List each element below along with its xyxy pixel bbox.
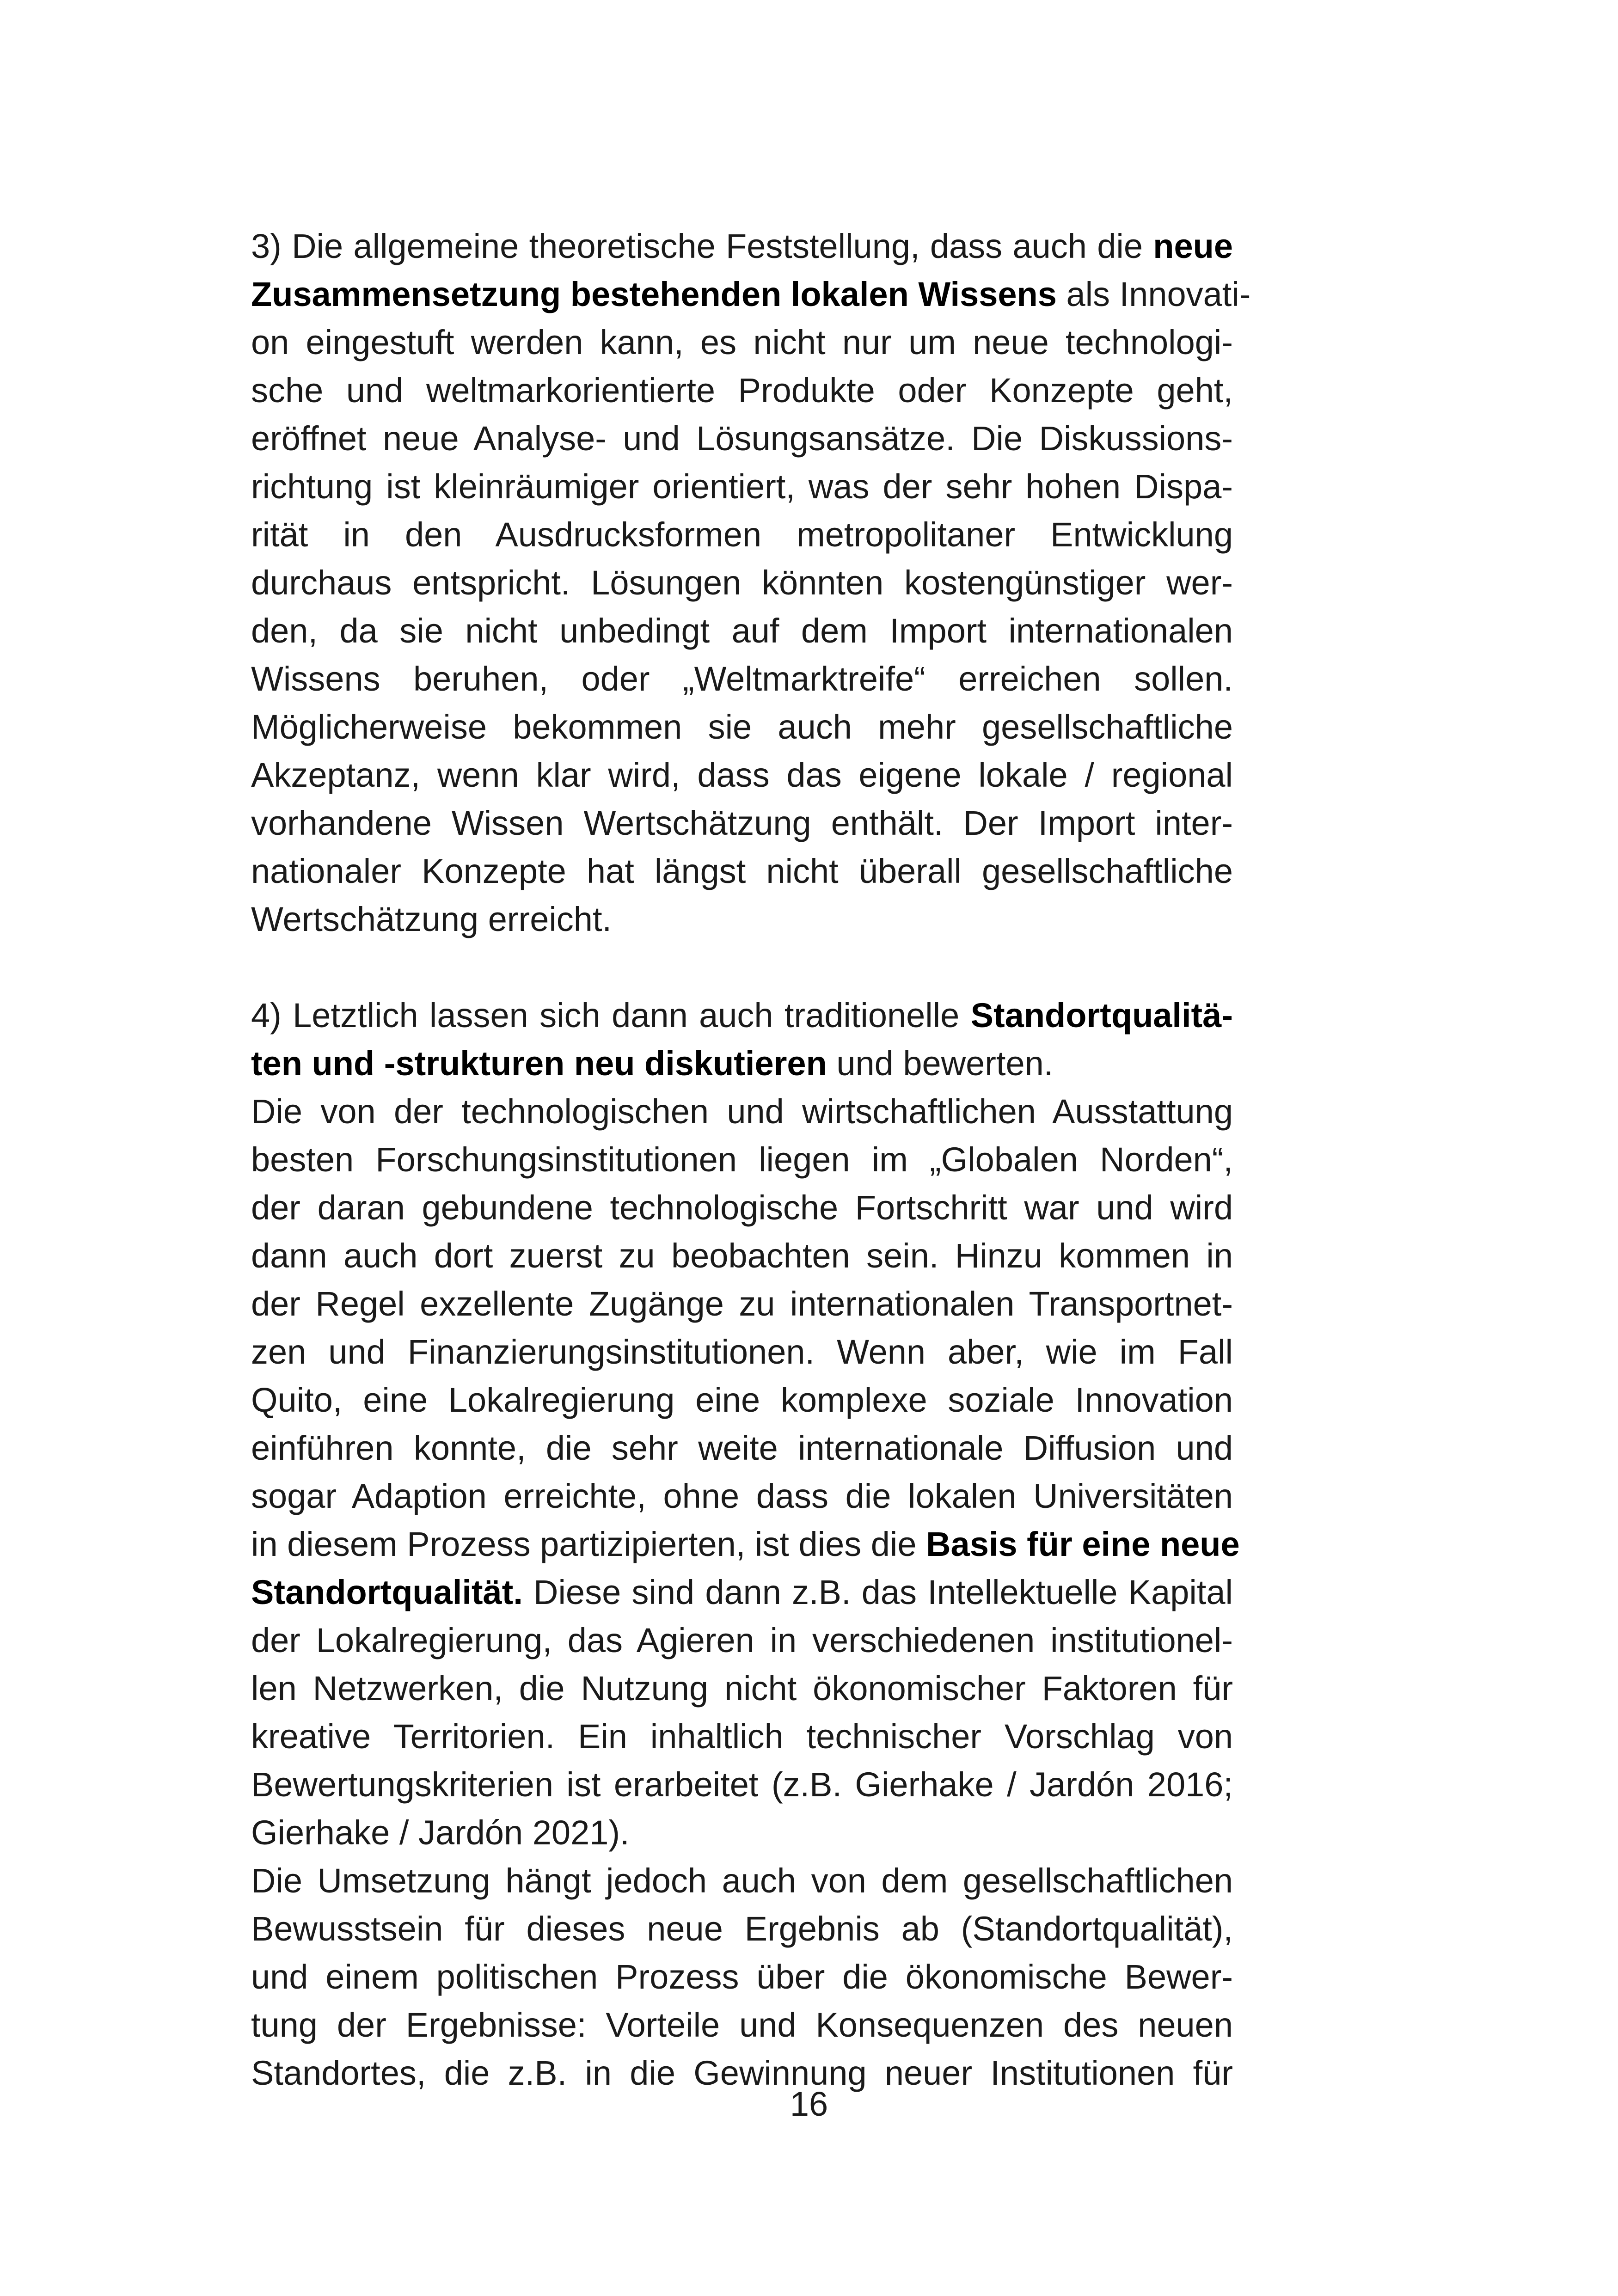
text-line: Bewusstsein für dieses neue Ergebnis ab (Standortqualität), (251, 1910, 1233, 1948)
text-line: dann auch dort zuerst zu beobachten sein. Hinzu kommen in (251, 1237, 1233, 1275)
text-line: Gierhake / Jardón 2021). (251, 1813, 630, 1852)
bold-span: Zusammensetzung bestehenden lokalen Wissens (251, 275, 1057, 313)
text-line: Akzeptanz, wenn klar wird, dass das eigene lokale / regional (251, 756, 1233, 794)
text-line: Quito, eine Lokalregierung eine komplexe soziale Innovation (251, 1381, 1233, 1419)
text-line: tung der Ergebnisse: Vorteile und Konsequenzen des neuen (251, 2006, 1233, 2044)
text-line: den, da sie nicht unbedingt auf dem Import internationalen (251, 612, 1233, 650)
text-line: der Lokalregierung, das Agieren in verschiedenen institutionel- (251, 1621, 1233, 1659)
text-line: sche und weltmarkorientierte Produkte oder Konzepte geht, (251, 371, 1233, 410)
text-line: vorhandene Wissen Wertschätzung enthält. Der Import inter- (251, 804, 1233, 842)
text-span: und bewerten. (827, 1044, 1054, 1083)
paragraph-gap (251, 943, 1233, 992)
text-line (251, 992, 1233, 1040)
text-line: Möglicherweise bekommen sie auch mehr gesellschaftliche (251, 708, 1233, 746)
text-line (251, 1040, 1233, 1088)
text-line: Wissens beruhen, oder „Weltmarktreife“ erreichen sollen. (251, 660, 1233, 698)
text-line: Die Umsetzung hängt jedoch auch von dem gesellschaftlichen (251, 1861, 1233, 1900)
text-line: besten Forschungsinstitutionen liegen im „Globalen Norden“, (251, 1140, 1233, 1179)
bold-span: Standortqualitä- (970, 996, 1233, 1035)
bold-span: neue (1153, 227, 1233, 265)
text-span: als Innovati- (1056, 275, 1251, 313)
page-number: 16 (790, 2085, 828, 2123)
text-line: Die von der technologischen und wirtschaftlichen Ausstattung (251, 1092, 1233, 1131)
text-line: kreative Territorien. Ein inhaltlich technischer Vorschlag von (251, 1717, 1233, 1756)
text-line: richtung ist kleinräumiger orientiert, was der sehr hohen Dispa- (251, 467, 1233, 506)
text-line: einführen konnte, die sehr weite internationale Diffusion und (251, 1429, 1233, 1467)
text-span: Diese sind dann z.B. das Intellektuelle Kapital (522, 1573, 1233, 1611)
text-line: und einem politischen Prozess über die ökonomische Bewer- (251, 1958, 1233, 1996)
text-line: sogar Adaption erreichte, ohne dass die lokalen Universitäten (251, 1477, 1233, 1515)
text-line: zen und Finanzierungsinstitutionen. Wenn aber, wie im Fall (251, 1333, 1233, 1371)
text-line (251, 270, 1251, 318)
bold-span: Standortqualität. (251, 1573, 523, 1611)
text-line (251, 222, 1233, 270)
text-line: der daran gebundene technologische Fortschritt war und wird (251, 1188, 1233, 1227)
bold-span: Basis für eine neue (926, 1525, 1240, 1563)
text-line: rität in den Ausdrucksformen metropolitaner Entwicklung (251, 515, 1233, 554)
text-line: der Regel exzellente Zugänge zu internationalen Transportnet- (251, 1285, 1233, 1323)
text-span: 3) Die allgemeine theoretische Feststellung, dass auch die (251, 227, 1153, 265)
text-span: in diesem Prozess partizipierten, ist dies die (251, 1525, 926, 1563)
text-line: on eingestuft werden kann, es nicht nur um neue technologi- (251, 323, 1233, 361)
text-line (251, 1520, 1240, 1568)
text-line: Standortes, die z.B. in die Gewinnung neuer Institutionen für (251, 2054, 1233, 2092)
text-line: len Netzwerken, die Nutzung nicht ökonomischer Faktoren für (251, 1669, 1233, 1708)
text-line: nationaler Konzepte hat längst nicht überall gesellschaftliche (251, 852, 1233, 890)
text-line: Bewertungskriterien ist erarbeitet (z.B. Gierhake / Jardón 2016; (251, 1765, 1233, 1804)
text-span: 4) Letztlich lassen sich dann auch traditionelle (251, 996, 971, 1035)
text-line: eröffnet neue Analyse- und Lösungsansätze. Die Diskussions- (251, 419, 1233, 458)
text-line: durchaus entspricht. Lösungen könnten kostengünstiger wer- (251, 563, 1233, 602)
text-line (251, 1568, 1233, 1616)
bold-span: ten und -strukturen neu diskutieren (251, 1044, 827, 1083)
text-line: Wertschätzung erreicht. (251, 900, 612, 938)
body-text (251, 222, 1251, 2097)
